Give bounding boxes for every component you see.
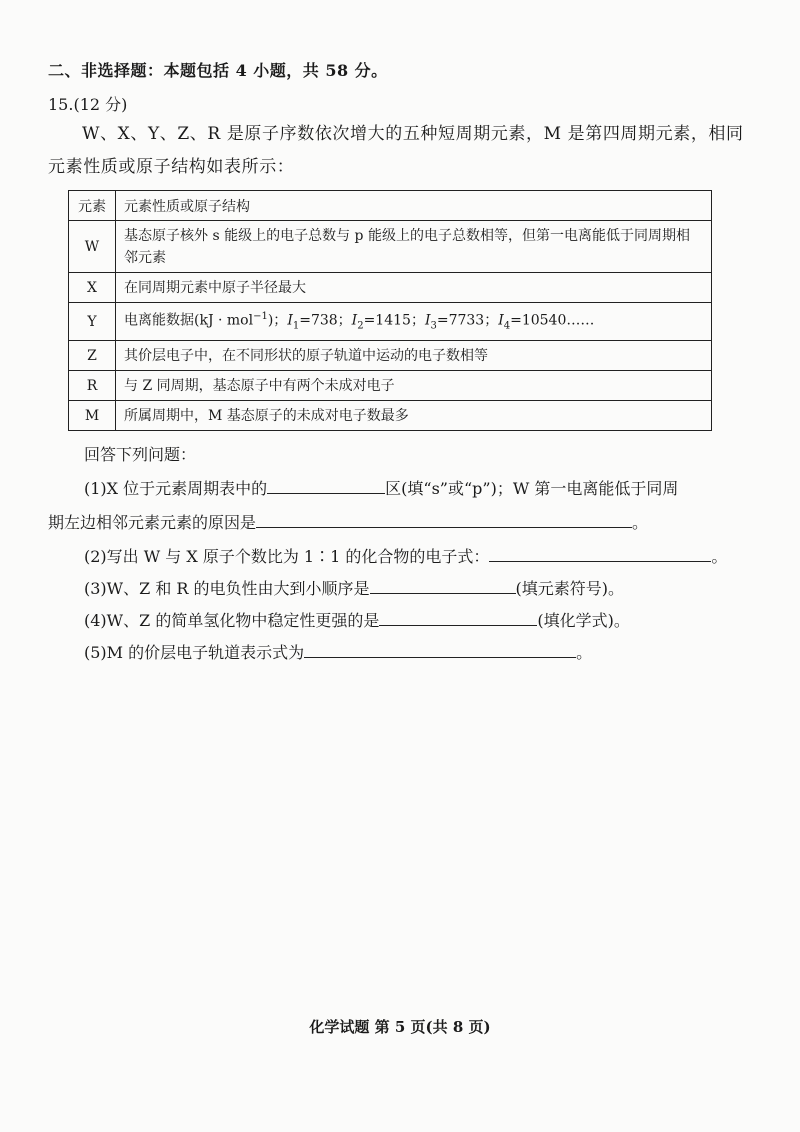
element-cell: Y bbox=[69, 303, 116, 341]
ionization-index: 1 bbox=[292, 320, 300, 332]
ionization-label-end: )； bbox=[267, 312, 288, 329]
subquestion-1-text-cont: 区(填“s”或“p”)；W 第一电离能低于同周 bbox=[385, 479, 679, 498]
answers-intro: 回答下列问题： bbox=[84, 445, 197, 464]
element-cell: Z bbox=[69, 341, 116, 371]
property-cell: 与 Z 同周期，基态原子中有两个未成对电子 bbox=[116, 371, 712, 401]
table-header-element: 元素 bbox=[69, 191, 116, 221]
answer-blank-2[interactable] bbox=[489, 545, 711, 562]
element-cell: R bbox=[69, 371, 116, 401]
property-cell: 在同周期元素中原子半径最大 bbox=[116, 273, 712, 303]
subquestion-1-line-2 bbox=[48, 510, 648, 533]
question-header: 15.(12 分) bbox=[48, 95, 128, 114]
ionization-index: 4 bbox=[503, 320, 511, 332]
table-header-row bbox=[69, 191, 712, 221]
answer-blank-1b[interactable] bbox=[256, 511, 632, 528]
unit-exponent: −1 bbox=[253, 311, 268, 322]
subquestion-4 bbox=[84, 608, 630, 631]
table-row bbox=[69, 273, 712, 303]
table-row bbox=[69, 341, 712, 371]
element-properties-table bbox=[68, 190, 712, 431]
ionization-symbol: I bbox=[498, 312, 504, 329]
property-cell bbox=[116, 303, 712, 341]
ionization-symbol: I bbox=[351, 312, 358, 329]
subquestion-2 bbox=[84, 544, 727, 567]
subquestion-3-end: (填元素符号)。 bbox=[515, 579, 625, 598]
property-cell: 其价层电子中，在不同形状的原子轨道中运动的电子数相等 bbox=[116, 341, 712, 371]
ionization-value: =738； bbox=[299, 312, 352, 329]
ionization-value: =1415； bbox=[363, 312, 425, 329]
subquestion-1-end: 。 bbox=[632, 513, 649, 532]
subquestion-5 bbox=[84, 640, 592, 663]
subquestion-1-text: (1)X 位于元素周期表中的 bbox=[84, 479, 268, 498]
ionization-symbol: I bbox=[424, 312, 431, 329]
page-footer: 化学试题 第 5 页(共 8 页) bbox=[309, 1018, 491, 1036]
subquestion-4-text: (4)W、Z 的简单氢化物中稳定性更强的是 bbox=[84, 611, 380, 630]
ionization-index: 2 bbox=[357, 320, 364, 332]
subquestion-3-text: (3)W、Z 和 R 的电负性由大到小顺序是 bbox=[84, 579, 370, 598]
table-row bbox=[69, 371, 712, 401]
subquestion-3 bbox=[84, 576, 624, 599]
ionization-label: 电离能数据(kJ · mol bbox=[124, 312, 254, 329]
answer-blank-1a[interactable] bbox=[267, 477, 385, 494]
subquestion-2-text: (2)写出 W 与 X 原子个数比为 1∶1 的化合物的电子式： bbox=[84, 547, 490, 566]
table-header-property: 元素性质或原子结构 bbox=[116, 191, 712, 221]
table-row bbox=[69, 401, 712, 431]
ionization-index: 3 bbox=[430, 320, 437, 332]
subquestion-2-end: 。 bbox=[711, 547, 728, 566]
answer-blank-4[interactable] bbox=[379, 609, 537, 626]
subquestion-4-end: (填化学式)。 bbox=[537, 611, 630, 630]
subquestion-1-line-1 bbox=[84, 476, 678, 499]
section-title: 二、非选择题：本题包括 4 小题，共 58 分。 bbox=[48, 61, 388, 80]
ionization-symbol: I bbox=[287, 312, 293, 329]
ionization-value: =7733； bbox=[436, 312, 499, 329]
subquestion-1-text-2: 期左边相邻元素元素的原因是 bbox=[48, 513, 257, 532]
property-cell: 所属周期中，M 基态原子的未成对电子数最多 bbox=[116, 401, 712, 431]
table-row bbox=[69, 303, 712, 341]
element-cell: X bbox=[69, 273, 116, 303]
element-cell: M bbox=[69, 401, 116, 431]
property-cell: 基态原子核外 s 能级上的电子总数与 p 能级上的电子总数相等，但第一电离能低于同周期相邻元素 bbox=[116, 221, 712, 273]
answer-blank-3[interactable] bbox=[370, 577, 516, 594]
subquestion-5-text: (5)M 的价层电子轨道表示式为 bbox=[84, 643, 305, 662]
subquestion-5-end: 。 bbox=[576, 643, 593, 662]
question-intro: W、X、Y、Z、R 是原子序数依次增大的五种短周期元素，M 是第四周期元素，相同元素性质或原子结构如表所示： bbox=[48, 124, 744, 177]
ionization-value: =10540…… bbox=[510, 312, 595, 329]
answer-blank-5[interactable] bbox=[304, 641, 576, 658]
table-row bbox=[69, 221, 712, 273]
element-cell: W bbox=[69, 221, 116, 273]
